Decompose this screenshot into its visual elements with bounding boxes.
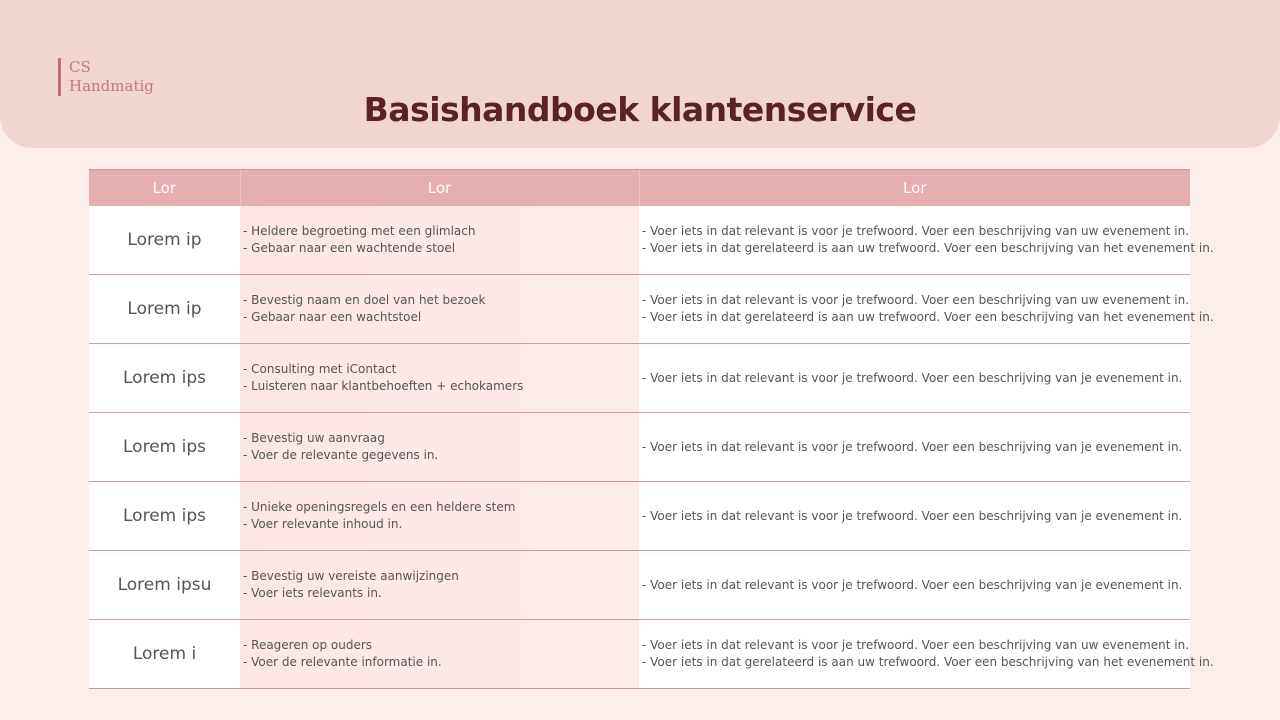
cell-line: - Bevestig uw vereiste aanwijzingen bbox=[243, 569, 459, 583]
cell-line: - Bevestig uw aanvraag bbox=[243, 431, 385, 445]
cell-line: - Voer de relevante gegevens in. bbox=[243, 448, 439, 462]
cell-line: - Voer iets in dat relevant is voor je trefwoord. Voer een beschrijving van je evenement in. bbox=[642, 508, 1183, 523]
steps-cell bbox=[240, 482, 639, 551]
cell-line: - Voer iets in dat relevant is voor je trefwoord. Voer een beschrijving van uw evenement in. bbox=[642, 293, 1190, 307]
logo-line-2: Handmatig bbox=[69, 77, 154, 95]
row-label: Lorem ipsu bbox=[89, 551, 240, 620]
steps-cell bbox=[240, 620, 639, 689]
page-title: Basishandboek klantenservice bbox=[363, 90, 917, 129]
notes-cell bbox=[639, 344, 1190, 413]
cell-line: - Consulting met iContact bbox=[243, 362, 397, 376]
column-header: Lor bbox=[89, 170, 240, 207]
cell-line: - Voer iets relevants in. bbox=[243, 586, 382, 600]
table-row bbox=[89, 551, 1190, 620]
cell-line: - Voer iets in dat gerelateerd is aan uw trefwoord. Voer een beschrijving van het evenement in. bbox=[642, 310, 1214, 324]
cell-line: - Voer de relevante informatie in. bbox=[243, 655, 442, 669]
table-row bbox=[89, 620, 1190, 689]
cell-line: - Voer iets in dat relevant is voor je trefwoord. Voer een beschrijving van je evenement in. bbox=[642, 439, 1183, 454]
row-label: Lorem ips bbox=[89, 344, 240, 413]
cell-line: - Voer iets in dat gerelateerd is aan uw trefwoord. Voer een beschrijving van het evenement in. bbox=[642, 655, 1214, 669]
cell-line: - Reageren op ouders bbox=[243, 638, 373, 652]
cell-line: - Gebaar naar een wachtende stoel bbox=[243, 241, 456, 255]
table-row bbox=[89, 482, 1190, 551]
notes-cell bbox=[639, 275, 1214, 344]
table-row bbox=[89, 275, 1190, 344]
notes-cell bbox=[639, 482, 1190, 551]
row-label: Lorem ip bbox=[89, 206, 240, 275]
steps-cell bbox=[240, 206, 639, 275]
table-row bbox=[89, 206, 1190, 275]
row-label: Lorem i bbox=[89, 620, 240, 689]
cell-line: - Unieke openingsregels en een heldere stem bbox=[243, 500, 516, 514]
steps-cell bbox=[240, 551, 639, 620]
cell-line: - Luisteren naar klantbehoeften + echokamers bbox=[243, 379, 524, 393]
cell-line: - Voer iets in dat relevant is voor je trefwoord. Voer een beschrijving van je evenement in. bbox=[642, 370, 1183, 385]
row-label: Lorem ips bbox=[89, 413, 240, 482]
steps-cell bbox=[240, 413, 639, 482]
steps-cell bbox=[240, 344, 639, 413]
notes-cell bbox=[639, 620, 1214, 689]
notes-cell bbox=[639, 413, 1190, 482]
cell-line: - Heldere begroeting met een glimlach bbox=[243, 224, 476, 238]
table-row bbox=[89, 344, 1190, 413]
steps-cell bbox=[240, 275, 639, 344]
cell-line: - Voer iets in dat relevant is voor je trefwoord. Voer een beschrijving van je evenement in. bbox=[642, 577, 1183, 592]
service-table bbox=[89, 169, 1214, 689]
row-label: Lorem ips bbox=[89, 482, 240, 551]
notes-cell bbox=[639, 206, 1214, 275]
cell-line: - Voer iets in dat gerelateerd is aan uw trefwoord. Voer een beschrijving van het evenement in. bbox=[642, 241, 1214, 255]
logo-line-1: CS bbox=[69, 58, 91, 76]
cell-line: - Gebaar naar een wachtstoel bbox=[243, 310, 422, 324]
cell-line: - Voer relevante inhoud in. bbox=[243, 517, 403, 531]
column-header: Lor bbox=[240, 170, 639, 207]
row-label: Lorem ip bbox=[89, 275, 240, 344]
cell-line: - Bevestig naam en doel van het bezoek bbox=[243, 293, 486, 307]
cell-line: - Voer iets in dat relevant is voor je trefwoord. Voer een beschrijving van uw evenement in. bbox=[642, 224, 1190, 238]
table-row bbox=[89, 413, 1190, 482]
table-header-row bbox=[89, 170, 1190, 207]
column-header: Lor bbox=[639, 170, 1190, 207]
notes-cell bbox=[639, 551, 1190, 620]
cell-line: - Voer iets in dat relevant is voor je trefwoord. Voer een beschrijving van uw evenement in. bbox=[642, 638, 1190, 652]
